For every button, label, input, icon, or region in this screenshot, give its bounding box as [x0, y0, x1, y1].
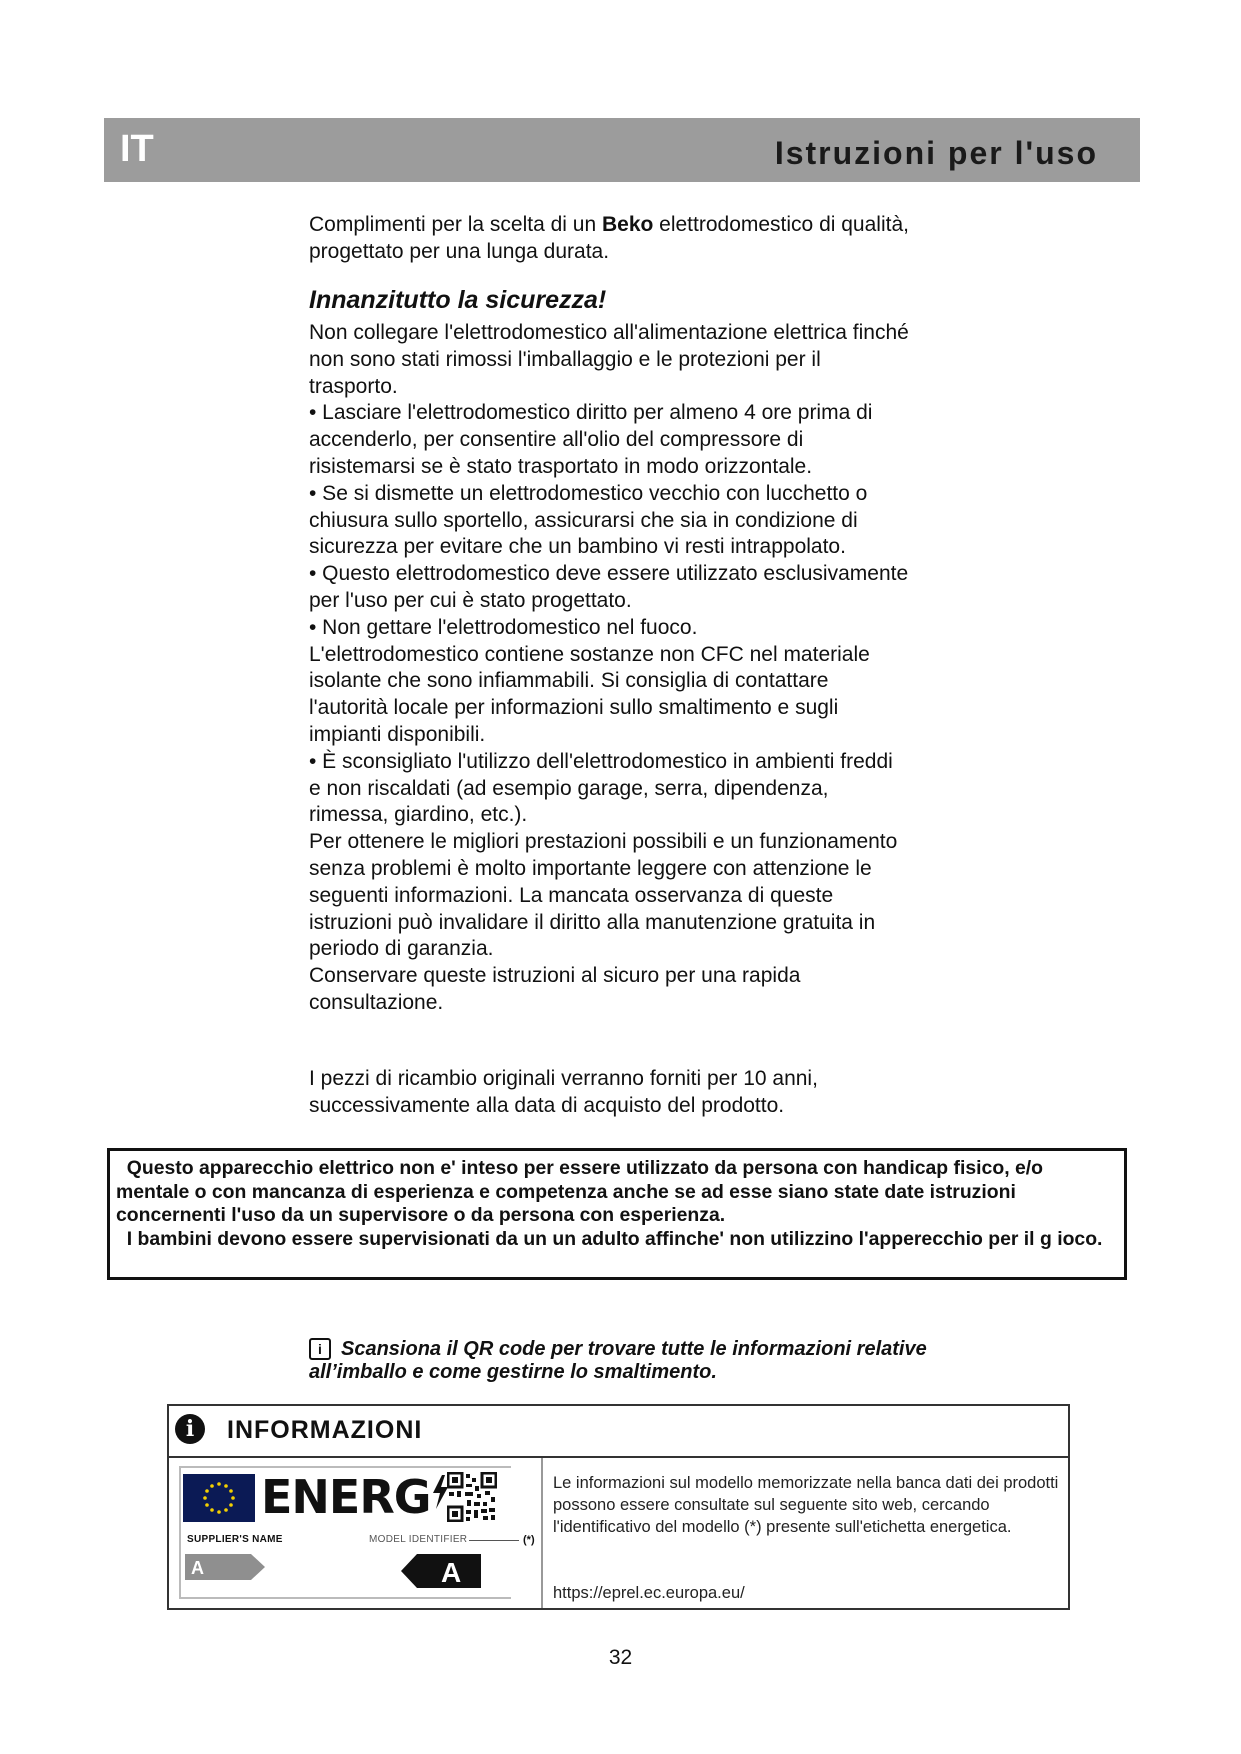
info-circle-icon: i — [175, 1414, 205, 1444]
info-box-title: INFORMAZIONI — [227, 1416, 423, 1444]
info-box-text: Le informazioni sul modello memorizzate nella banca dati dei prodotti possono essere consultate sul seguente sito web, cercando l'identificativo del modello (*) presente sull'etichetta energetica. — [553, 1474, 1059, 1536]
eu-flag-icon — [183, 1474, 255, 1522]
brand-name: Beko — [601, 213, 654, 236]
eprel-link[interactable]: https://eprel.ec.europa.eu/ — [553, 1584, 745, 1602]
safety-bullet: • Lasciare l'elettrodomestico diritto per almeno 4 ore prima di accenderlo, per consentire all'olio del compressore di risistemarsi se è stato trasportato in modo orizzontale. — [309, 401, 873, 478]
safety-paragraph: Per ottenere le migliori prestazioni possibili e un funzionamento senza problemi è molto importante leggere con attenzione le seguenti informazioni. La mancata osservanza di queste istruzioni può invalidare il diritto alla manutenzione gratuita in periodo di garanzia. — [309, 830, 898, 961]
supplier-name-label: SUPPLIER'S NAME — [187, 1534, 283, 1545]
page-header — [104, 118, 1140, 182]
safety-paragraph: L'elettrodomestico contiene sostanze non CFC nel materiale isolante che sono infiammabili. Si consiglia di contattare l'autorità locale per informazioni sullo smaltimento e sugli impianti disponibili. — [309, 642, 870, 746]
model-identifier-label: MODEL IDENTIFIER — [369, 1534, 468, 1545]
lightning-icon — [431, 1475, 449, 1509]
intro-paragraph — [309, 212, 909, 266]
language-code: IT — [120, 128, 154, 170]
safety-bullet: • Se si dismette un elettrodomestico vecchio con lucchetto o chiusura sullo sportello, assicurarsi che sia in condizione di sicurezza per evitare che un bambino vi resti intrappolato. — [309, 481, 868, 559]
intro-text-after: elettrodomestico di qualità, progettato per una lunga durata. — [309, 213, 909, 263]
model-marker: (*) — [523, 1534, 535, 1546]
supervision-notice-box — [107, 1148, 1127, 1280]
energy-class-left: A — [191, 1558, 204, 1578]
qr-code-icon — [447, 1472, 497, 1522]
page-number: 32 — [608, 1646, 633, 1669]
intro-text-before: Complimenti per la scelta di un — [309, 213, 602, 236]
notice-paragraph: I bambini devono essere supervisionati da un un adulto affinche' non utilizzino l'apperecchio per il g ioco. — [116, 1227, 1103, 1250]
safety-bullet: • È sconsigliato l'utilizzo dell'elettrodomestico in ambienti freddi e non riscaldati (ad esempio garage, serra, dipendenza, rimessa, giardino, etc.). — [309, 749, 893, 827]
safety-bullet: • Non gettare l'elettrodomestico nel fuoco. — [309, 615, 698, 639]
notice-paragraph: Questo apparecchio elettrico non e' inteso per essere utilizzato da persona con handicap fisico, e/o mentale o con mancanza di esperienza e competenza anche se ad esse siano state date istruzioni concernenti l'uso da un supervisore o da persona con esperienza. — [116, 1157, 1049, 1226]
info-box-divider — [541, 1458, 543, 1608]
energy-logo — [261, 1470, 449, 1524]
page-title: Istruzioni per l'uso — [774, 135, 1098, 171]
info-icon: i — [309, 1338, 331, 1360]
safety-section — [309, 320, 909, 1017]
model-pointer-line — [469, 1540, 519, 1541]
energy-class-arrow-right — [401, 1554, 481, 1588]
info-box-header — [169, 1406, 1068, 1458]
energy-logo-text: ENERG — [261, 1470, 431, 1524]
qr-note-text: Scansiona il QR code per trovare tutte le informazioni relative all’imballo e come gestirne lo smaltimento. — [309, 1338, 927, 1383]
energy-class-right: A — [441, 1557, 462, 1588]
qr-note — [309, 1338, 949, 1384]
spare-parts-paragraph: I pezzi di ricambio originali verranno forniti per 10 anni, successivamente alla data di acquisto del prodotto. — [309, 1067, 818, 1117]
safety-bullet: • Questo elettrodomestico deve essere utilizzato esclusivamente per l'uso per cui è stato progettato. — [309, 562, 909, 612]
energy-class-arrow-left — [185, 1554, 265, 1580]
safety-paragraph: Conservare queste istruzioni al sicuro per una rapida consultazione. — [309, 964, 801, 1014]
safety-paragraph: Non collegare l'elettrodomestico all'alimentazione elettrica finché non sono stati rimossi l'imballaggio e le protezioni per il trasporto. — [309, 321, 909, 398]
safety-heading: Innanzitutto la sicurezza! — [309, 286, 607, 314]
information-box — [167, 1404, 1070, 1610]
